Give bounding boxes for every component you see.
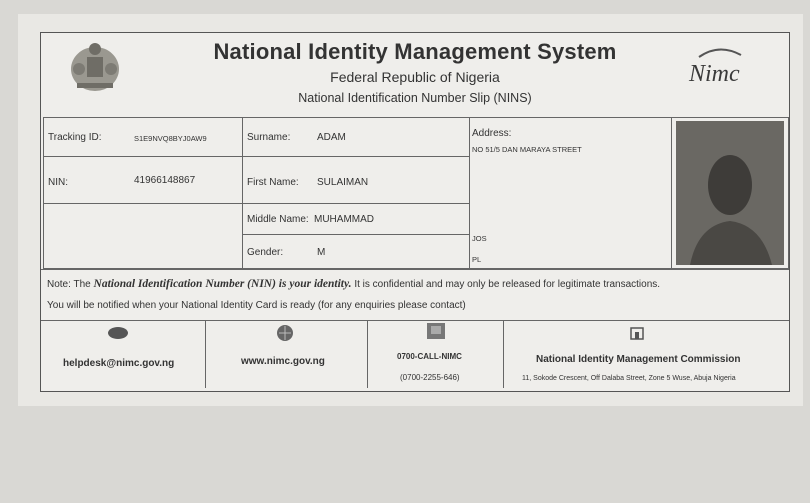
- address-cell: [469, 117, 672, 269]
- tracking-id-value: S1E9NVQ8BYJ0AW9: [134, 134, 207, 143]
- org-address: 11, Sokode Crescent, Off Dalaba Street, Zone 5 Wuse, Abuja Nigeria: [522, 375, 736, 382]
- gender-cell: [242, 234, 470, 269]
- nimc-logo-icon: [685, 43, 755, 93]
- middle-name-label: Middle Name:: [247, 214, 309, 225]
- address-city: JOS: [472, 234, 487, 243]
- photo-cell: [671, 117, 789, 269]
- email-icon: [107, 326, 129, 340]
- page-title: National Identity Management System: [213, 39, 617, 64]
- note-emphasis: National Identification Number (NIN) is your identity.: [93, 278, 352, 290]
- website-link[interactable]: www.nimc.gov.ng: [241, 356, 325, 367]
- nimc-logo-text: Nimc: [689, 61, 740, 87]
- address-line1: NO 51/5 DAN MARAYA STREET: [472, 145, 582, 154]
- building-icon: [629, 324, 645, 340]
- nin-cell: [43, 156, 243, 204]
- email-link[interactable]: helpdesk@nimc.gov.ng: [63, 358, 175, 369]
- website-cell: [206, 320, 368, 388]
- globe-icon: [276, 324, 294, 342]
- email-cell: [41, 320, 206, 388]
- surname-cell: [242, 117, 470, 157]
- nins-slip: [40, 32, 790, 392]
- note-line-2: You will be notified when your National Identity Card is ready (for any enquiries please contact): [47, 300, 466, 311]
- note-prefix: Note: The: [47, 279, 91, 290]
- surname-value: ADAM: [317, 132, 346, 143]
- empty-cell: [43, 203, 243, 269]
- surname-label: Surname:: [247, 132, 291, 143]
- phone-number[interactable]: (0700-2255-646): [400, 373, 460, 382]
- slip-header: [41, 33, 789, 115]
- gender-value: M: [317, 247, 326, 258]
- slip-title: National Identification Number Slip (NINS): [298, 91, 532, 105]
- note-suffix: It is confidential and may only be released for legitimate transactions.: [354, 279, 661, 290]
- org-cell: [504, 320, 789, 388]
- passport-photo: [676, 121, 784, 265]
- country-subtitle: Federal Republic of Nigeria: [330, 69, 500, 85]
- first-name-cell: [242, 156, 470, 204]
- first-name-label: First Name:: [247, 177, 299, 188]
- tracking-id-label: Tracking ID:: [48, 132, 102, 143]
- phone-icon: [426, 322, 446, 340]
- gender-label: Gender:: [247, 247, 284, 258]
- address-label: Address:: [472, 128, 512, 139]
- phone-name: 0700-CALL-NIMC: [397, 352, 462, 361]
- tracking-id-cell: [43, 117, 243, 157]
- phone-cell: [368, 320, 504, 388]
- contact-footer: [41, 320, 789, 388]
- org-name: National Identity Management Commission: [536, 354, 741, 365]
- address-state: PL: [472, 255, 482, 264]
- nin-label: NIN:: [48, 177, 68, 188]
- middle-name-value: MUHAMMAD: [314, 214, 374, 225]
- nin-value: 41966148867: [134, 175, 196, 186]
- middle-name-cell: [242, 203, 470, 235]
- note-line-1: [47, 278, 660, 290]
- note-section: [41, 269, 789, 321]
- first-name-value: SULAIMAN: [317, 177, 369, 188]
